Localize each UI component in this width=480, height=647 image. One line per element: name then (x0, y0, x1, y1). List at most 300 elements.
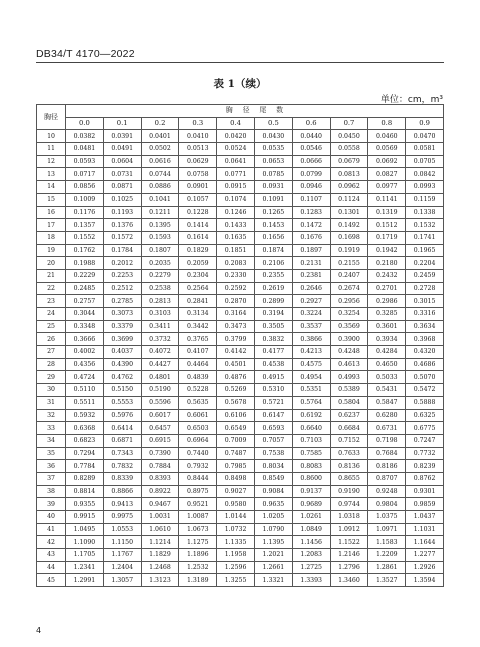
volume-cell: 0.3015 (406, 295, 444, 308)
volume-cell: 0.4762 (103, 371, 141, 384)
volume-cell: 0.3194 (254, 308, 292, 321)
diameter-cell: 12 (37, 155, 66, 168)
volume-cell: 0.1572 (103, 231, 141, 244)
volume-cell: 0.5511 (66, 396, 104, 409)
volume-cell: 0.5472 (406, 384, 444, 397)
volume-cell: 0.2485 (66, 282, 104, 295)
table-row (37, 536, 444, 549)
volume-cell: 0.5351 (292, 384, 330, 397)
volume-cell: 0.8034 (254, 460, 292, 473)
volume-cell: 0.4575 (292, 358, 330, 371)
volume-cell: 0.3634 (406, 320, 444, 333)
volume-cell: 0.1874 (254, 244, 292, 257)
volume-cell: 1.1829 (141, 549, 179, 562)
table-row (37, 244, 444, 257)
table-title: 表 1（续） (213, 78, 267, 90)
diameter-cell: 36 (37, 460, 66, 473)
volume-cell: 0.2986 (368, 295, 406, 308)
volume-cell: 0.3164 (217, 308, 255, 321)
volume-cell: 0.4915 (254, 371, 292, 384)
volume-cell: 0.8922 (141, 485, 179, 498)
table-row (37, 549, 444, 562)
volume-cell: 1.0375 (368, 511, 406, 524)
column-header: 0.3 (179, 117, 217, 130)
volume-cell: 0.1472 (292, 219, 330, 232)
volume-cell: 0.8814 (66, 485, 104, 498)
volume-cell: 0.2204 (406, 257, 444, 270)
volume-cell: 1.0849 (292, 523, 330, 536)
volume-cell: 0.2432 (368, 269, 406, 282)
volume-cell: 0.0460 (368, 130, 406, 143)
volume-cell: 0.0391 (103, 130, 141, 143)
volume-cell: 0.6147 (254, 409, 292, 422)
volume-cell: 0.8444 (179, 472, 217, 485)
header-divider (36, 62, 444, 63)
volume-cell: 1.3460 (330, 574, 368, 587)
diameter-cell: 24 (37, 308, 66, 321)
volume-cell: 0.3900 (330, 333, 368, 346)
volume-cell: 0.3601 (368, 320, 406, 333)
volume-cell: 0.0616 (141, 155, 179, 168)
volume-cell: 0.2538 (141, 282, 179, 295)
diameter-cell: 33 (37, 422, 66, 435)
volume-cell: 1.2277 (406, 549, 444, 562)
table-row (37, 219, 444, 232)
volume-cell: 0.6823 (66, 434, 104, 447)
volume-cell: 0.6017 (141, 409, 179, 422)
volume-cell: 0.2012 (103, 257, 141, 270)
diameter-cell: 32 (37, 409, 66, 422)
volume-cell: 0.4650 (368, 358, 406, 371)
volume-cell: 0.1656 (254, 231, 292, 244)
volume-cell: 0.7684 (368, 447, 406, 460)
table-row (37, 231, 444, 244)
table-row (37, 384, 444, 397)
volume-cell: 1.2341 (66, 561, 104, 574)
volume-cell: 1.3594 (406, 574, 444, 587)
volume-cell: 0.2155 (330, 257, 368, 270)
diameter-cell: 38 (37, 485, 66, 498)
volume-cell: 0.0420 (217, 130, 255, 143)
volume-cell: 0.4356 (66, 358, 104, 371)
volume-cell: 0.2381 (292, 269, 330, 282)
volume-cell: 0.7440 (179, 447, 217, 460)
volume-cell: 0.9413 (103, 498, 141, 511)
volume-cell: 0.1376 (103, 219, 141, 232)
volume-cell: 0.9915 (66, 511, 104, 524)
volume-cell: 0.4501 (217, 358, 255, 371)
volume-cell: 1.1335 (217, 536, 255, 549)
volume-cell: 0.5596 (141, 396, 179, 409)
column-header: 0.4 (217, 117, 255, 130)
volume-cell: 0.9248 (368, 485, 406, 498)
volume-cell: 0.5764 (292, 396, 330, 409)
diameter-cell: 31 (37, 396, 66, 409)
volume-cell: 0.3285 (368, 308, 406, 321)
volume-cell: 0.1357 (66, 219, 104, 232)
volume-cell: 0.1211 (141, 206, 179, 219)
volume-table (36, 104, 444, 587)
volume-cell: 1.0318 (330, 511, 368, 524)
volume-cell: 0.1897 (292, 244, 330, 257)
volume-cell: 0.1091 (254, 193, 292, 206)
volume-cell: 0.0593 (66, 155, 104, 168)
volume-cell: 1.0790 (254, 523, 292, 536)
volume-cell: 0.3866 (292, 333, 330, 346)
volume-cell: 0.7884 (141, 460, 179, 473)
volume-cell: 0.6640 (292, 422, 330, 435)
volume-cell: 0.7009 (217, 434, 255, 447)
volume-cell: 0.5070 (406, 371, 444, 384)
column-header: 0.6 (292, 117, 330, 130)
volume-cell: 0.3379 (103, 320, 141, 333)
volume-cell: 0.3505 (254, 320, 292, 333)
table-row (37, 434, 444, 447)
volume-cell: 0.3666 (66, 333, 104, 346)
volume-cell: 0.5389 (330, 384, 368, 397)
volume-cell: 1.1644 (406, 536, 444, 549)
volume-cell: 0.9689 (292, 498, 330, 511)
column-header: 0.9 (406, 117, 444, 130)
volume-cell: 0.3134 (179, 308, 217, 321)
volume-cell: 0.2841 (179, 295, 217, 308)
volume-cell: 0.7832 (103, 460, 141, 473)
volume-cell: 0.1635 (217, 231, 255, 244)
volume-cell: 1.0553 (103, 523, 141, 536)
volume-cell: 0.8866 (103, 485, 141, 498)
volume-cell: 0.4037 (103, 346, 141, 359)
volume-cell: 0.7784 (66, 460, 104, 473)
table-row (37, 371, 444, 384)
volume-cell: 0.3442 (179, 320, 217, 333)
volume-cell: 0.0771 (217, 168, 255, 181)
volume-cell: 0.8339 (103, 472, 141, 485)
volume-cell: 0.5847 (368, 396, 406, 409)
volume-cell: 0.1784 (103, 244, 141, 257)
volume-cell: 0.9580 (217, 498, 255, 511)
volume-cell: 0.0856 (66, 181, 104, 194)
volume-cell: 0.1338 (406, 206, 444, 219)
volume-cell: 0.1246 (217, 206, 255, 219)
volume-cell: 0.7198 (368, 434, 406, 447)
volume-cell: 0.5721 (254, 396, 292, 409)
volume-cell: 1.3123 (141, 574, 179, 587)
volume-cell: 0.1319 (368, 206, 406, 219)
volume-cell: 0.7538 (254, 447, 292, 460)
volume-cell: 0.7152 (330, 434, 368, 447)
volume-cell: 1.0205 (254, 511, 292, 524)
volume-cell: 0.2674 (330, 282, 368, 295)
volume-cell: 0.6964 (179, 434, 217, 447)
column-header: 0.8 (368, 117, 406, 130)
volume-cell: 0.4538 (254, 358, 292, 371)
volume-cell: 1.0971 (368, 523, 406, 536)
volume-cell: 1.3255 (217, 574, 255, 587)
volume-cell: 0.1988 (66, 257, 104, 270)
volume-cell: 0.0629 (179, 155, 217, 168)
volume-cell: 0.1159 (406, 193, 444, 206)
volume-cell: 0.1107 (292, 193, 330, 206)
volume-cell: 1.0732 (217, 523, 255, 536)
volume-cell: 0.5678 (217, 396, 255, 409)
volume-cell: 1.0437 (406, 511, 444, 524)
volume-cell: 0.1124 (330, 193, 368, 206)
volume-cell: 0.4072 (141, 346, 179, 359)
volume-cell: 1.2021 (254, 549, 292, 562)
volume-cell: 0.2927 (292, 295, 330, 308)
table-row (37, 282, 444, 295)
volume-cell: 0.5888 (406, 396, 444, 409)
volume-cell: 0.2059 (179, 257, 217, 270)
volume-cell: 1.0261 (292, 511, 330, 524)
diameter-cell: 23 (37, 295, 66, 308)
volume-cell: 0.2899 (254, 295, 292, 308)
volume-cell: 0.0666 (292, 155, 330, 168)
volume-cell: 0.5269 (217, 384, 255, 397)
volume-cell: 0.9975 (103, 511, 141, 524)
volume-cell: 1.2596 (217, 561, 255, 574)
diameter-cell: 42 (37, 536, 66, 549)
volume-cell: 0.8975 (179, 485, 217, 498)
volume-cell: 0.8549 (254, 472, 292, 485)
volume-cell: 1.1090 (66, 536, 104, 549)
volume-cell: 1.0495 (66, 523, 104, 536)
page-number: 4 (36, 626, 42, 635)
volume-cell: 0.4954 (292, 371, 330, 384)
volume-cell: 0.5150 (103, 384, 141, 397)
volume-cell: 0.0491 (103, 143, 141, 156)
volume-cell: 1.1395 (254, 536, 292, 549)
diameter-cell: 40 (37, 511, 66, 524)
volume-cell: 0.2956 (330, 295, 368, 308)
table-row (37, 206, 444, 219)
volume-cell: 0.1074 (217, 193, 255, 206)
volume-cell: 0.3934 (368, 333, 406, 346)
volume-cell: 0.7487 (217, 447, 255, 460)
table-row (37, 409, 444, 422)
volume-cell: 0.1512 (368, 219, 406, 232)
volume-cell: 0.1741 (406, 231, 444, 244)
volume-cell: 0.2728 (406, 282, 444, 295)
volume-cell: 0.6192 (292, 409, 330, 422)
volume-cell: 0.1965 (406, 244, 444, 257)
volume-cell: 0.9027 (217, 485, 255, 498)
volume-cell: 0.4248 (330, 346, 368, 359)
volume-cell: 0.8393 (141, 472, 179, 485)
diameter-cell: 44 (37, 561, 66, 574)
volume-cell: 1.3189 (179, 574, 217, 587)
table-row (37, 130, 444, 143)
volume-cell: 0.1676 (292, 231, 330, 244)
volume-cell: 0.6237 (330, 409, 368, 422)
volume-cell: 0.5976 (103, 409, 141, 422)
volume-cell: 0.0717 (66, 168, 104, 181)
volume-cell: 0.1919 (330, 244, 368, 257)
volume-cell: 0.0758 (179, 168, 217, 181)
volume-cell: 1.2725 (292, 561, 330, 574)
volume-cell: 0.1492 (330, 219, 368, 232)
volume-cell: 0.7247 (406, 434, 444, 447)
volume-cell: 1.3321 (254, 574, 292, 587)
volume-cell: 0.1593 (141, 231, 179, 244)
volume-cell: 0.1057 (179, 193, 217, 206)
volume-cell: 0.1395 (141, 219, 179, 232)
volume-cell: 0.0993 (406, 181, 444, 194)
volume-cell: 0.0977 (368, 181, 406, 194)
table-row (37, 498, 444, 511)
volume-cell: 0.5635 (179, 396, 217, 409)
volume-cell: 1.0087 (179, 511, 217, 524)
volume-cell: 0.5033 (368, 371, 406, 384)
volume-cell: 0.1283 (292, 206, 330, 219)
volume-cell: 0.0440 (292, 130, 330, 143)
table-row (37, 447, 444, 460)
volume-cell: 1.2532 (179, 561, 217, 574)
diameter-cell: 19 (37, 244, 66, 257)
volume-cell: 0.1614 (179, 231, 217, 244)
volume-cell: 0.1807 (141, 244, 179, 257)
volume-cell: 0.6457 (141, 422, 179, 435)
volume-cell: 0.0581 (406, 143, 444, 156)
volume-cell: 0.0679 (330, 155, 368, 168)
diameter-cell: 26 (37, 333, 66, 346)
row-header: 胸径 (37, 105, 66, 130)
volume-cell: 0.3103 (141, 308, 179, 321)
table-row (37, 193, 444, 206)
volume-cell: 1.1583 (368, 536, 406, 549)
volume-cell: 0.0401 (141, 130, 179, 143)
volume-cell: 1.0912 (330, 523, 368, 536)
volume-cell: 0.0731 (103, 168, 141, 181)
volume-cell: 0.0641 (217, 155, 255, 168)
volume-cell: 0.0946 (292, 181, 330, 194)
volume-cell: 0.3348 (66, 320, 104, 333)
volume-cell: 1.2209 (368, 549, 406, 562)
volume-cell: 0.2459 (406, 269, 444, 282)
document-code: DB34/T 4170—2022 (36, 48, 135, 60)
volume-cell: 0.9859 (406, 498, 444, 511)
volume-cell: 1.1214 (141, 536, 179, 549)
diameter-cell: 45 (37, 574, 66, 587)
volume-cell: 0.0410 (179, 130, 217, 143)
volume-cell: 1.2991 (66, 574, 104, 587)
volume-cell: 0.5431 (368, 384, 406, 397)
volume-cell: 0.4284 (368, 346, 406, 359)
volume-cell: 0.0470 (406, 130, 444, 143)
volume-cell: 0.3765 (179, 333, 217, 346)
volume-cell: 1.0144 (217, 511, 255, 524)
volume-cell: 0.0915 (217, 181, 255, 194)
column-header: 0.1 (103, 117, 141, 130)
diameter-cell: 29 (37, 371, 66, 384)
volume-cell: 0.6503 (179, 422, 217, 435)
volume-cell: 0.3732 (141, 333, 179, 346)
diameter-cell: 28 (37, 358, 66, 371)
diameter-cell: 34 (37, 434, 66, 447)
column-header: 0.7 (330, 117, 368, 130)
volume-cell: 0.4390 (103, 358, 141, 371)
volume-cell: 0.8707 (368, 472, 406, 485)
volume-cell: 0.2870 (217, 295, 255, 308)
table-row (37, 511, 444, 524)
volume-cell: 0.7103 (292, 434, 330, 447)
volume-cell: 0.9521 (179, 498, 217, 511)
volume-cell: 0.9744 (330, 498, 368, 511)
table-row (37, 269, 444, 282)
volume-cell: 0.8498 (217, 472, 255, 485)
volume-cell: 1.2083 (292, 549, 330, 562)
volume-cell: 0.0653 (254, 155, 292, 168)
volume-cell: 1.2796 (330, 561, 368, 574)
volume-cell: 1.2468 (141, 561, 179, 574)
volume-cell: 0.1719 (368, 231, 406, 244)
volume-cell: 1.1896 (179, 549, 217, 562)
volume-cell: 0.7390 (141, 447, 179, 460)
volume-cell: 0.4724 (66, 371, 104, 384)
diameter-cell: 13 (37, 168, 66, 181)
volume-cell: 1.1456 (292, 536, 330, 549)
volume-cell: 0.3699 (103, 333, 141, 346)
table-row (37, 422, 444, 435)
diameter-cell: 22 (37, 282, 66, 295)
table-row (37, 574, 444, 587)
table-row (37, 523, 444, 536)
volume-cell: 0.4177 (254, 346, 292, 359)
diameter-cell: 30 (37, 384, 66, 397)
volume-cell: 0.2083 (217, 257, 255, 270)
volume-cell: 0.3569 (330, 320, 368, 333)
volume-cell: 0.5110 (66, 384, 104, 397)
volume-cell: 0.6368 (66, 422, 104, 435)
volume-cell: 0.5310 (254, 384, 292, 397)
volume-cell: 0.1829 (179, 244, 217, 257)
volume-cell: 1.2404 (103, 561, 141, 574)
volume-cell: 0.0535 (254, 143, 292, 156)
diameter-cell: 25 (37, 320, 66, 333)
volume-cell: 0.3073 (103, 308, 141, 321)
volume-cell: 0.5932 (66, 409, 104, 422)
table-row (37, 308, 444, 321)
volume-cell: 0.5553 (103, 396, 141, 409)
table-row (37, 358, 444, 371)
volume-cell: 1.1958 (217, 549, 255, 562)
volume-cell: 0.2304 (179, 269, 217, 282)
volume-cell: 0.1141 (368, 193, 406, 206)
diameter-cell: 27 (37, 346, 66, 359)
volume-cell: 0.6593 (254, 422, 292, 435)
volume-cell: 0.1942 (368, 244, 406, 257)
volume-cell: 0.7633 (330, 447, 368, 460)
volume-cell: 0.0604 (103, 155, 141, 168)
volume-cell: 0.0513 (179, 143, 217, 156)
volume-cell: 0.8186 (368, 460, 406, 473)
volume-cell: 0.1698 (330, 231, 368, 244)
volume-cell: 1.0610 (141, 523, 179, 536)
volume-cell: 0.1851 (217, 244, 255, 257)
volume-cell: 0.2592 (217, 282, 255, 295)
volume-cell: 0.4002 (66, 346, 104, 359)
volume-cell: 0.8762 (406, 472, 444, 485)
diameter-cell: 37 (37, 472, 66, 485)
table-row (37, 333, 444, 346)
volume-cell: 1.1705 (66, 549, 104, 562)
group-header: 胸径尾数 (66, 105, 444, 118)
volume-cell: 0.5804 (330, 396, 368, 409)
volume-cell: 0.2813 (141, 295, 179, 308)
volume-cell: 0.1532 (406, 219, 444, 232)
table-row (37, 346, 444, 359)
volume-cell: 0.9635 (254, 498, 292, 511)
